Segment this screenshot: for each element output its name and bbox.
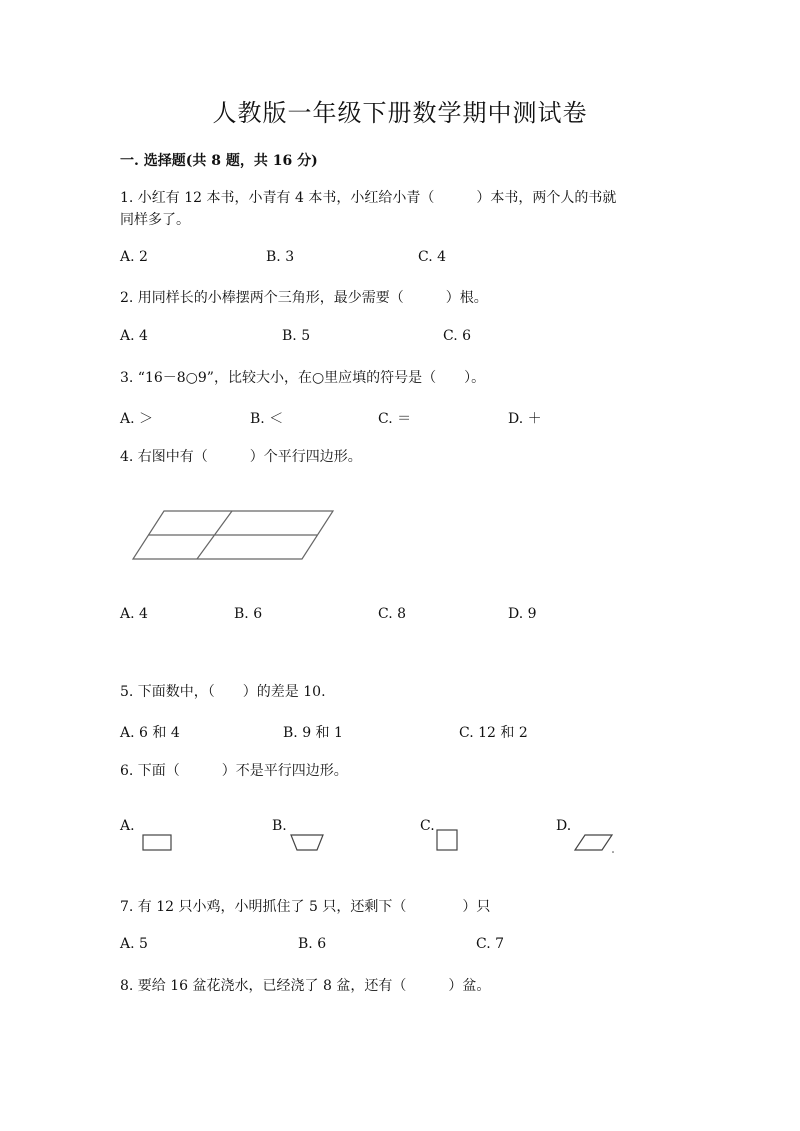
q6-option-d: D.: [556, 818, 572, 834]
parallelogram-grid-figure: [130, 508, 340, 563]
q3-option-c: C. ＝: [378, 411, 412, 427]
q1-option-c: C. 4: [418, 249, 447, 265]
question-7: 7. 有 12 只小鸡，小明抓住了 5 只，还剩下（ ）只: [120, 899, 491, 915]
q5-option-c: C. 12 和 2: [459, 725, 528, 741]
q5-option-b: B. 9 和 1: [283, 725, 343, 741]
q6-option-b: B.: [272, 818, 287, 834]
parallelogram-shape: [574, 834, 616, 854]
question-1: [120, 187, 616, 231]
question-3: 3. “16－8○9”，比较大小，在○里应填的符号是（ ）。: [120, 370, 486, 386]
q1-option-b: B. 3: [266, 249, 295, 265]
q3-option-a: A. ＞: [120, 411, 154, 427]
q1-option-a: A. 2: [120, 249, 148, 265]
q4-option-a: A. 4: [120, 606, 148, 622]
rectangle-shape: [142, 834, 172, 851]
q2-option-a: A. 4: [120, 328, 148, 344]
q6-option-c: C.: [420, 818, 435, 834]
question-6: 6. 下面（ ）不是平行四边形。: [120, 763, 348, 779]
question-1-line-2: 同样多了。: [120, 212, 190, 228]
q3-option-d: D. ＋: [508, 411, 542, 427]
q4-option-c: C. 8: [378, 606, 407, 622]
question-8: 8. 要给 16 盆花浇水，已经浇了 8 盆，还有（ ）盆。: [120, 978, 491, 994]
q6-option-a: A.: [120, 818, 135, 834]
question-4: 4. 右图中有（ ）个平行四边形。: [120, 449, 362, 465]
q7-option-a: A. 5: [120, 936, 148, 952]
q7-option-c: C. 7: [476, 936, 505, 952]
trapezoid-shape: [290, 834, 324, 851]
q5-option-a: A. 6 和 4: [120, 725, 180, 741]
q2-option-b: B. 5: [282, 328, 311, 344]
question-5: 5. 下面数中，（ ）的差是 10.: [120, 684, 326, 700]
q3-option-b: B. ＜: [250, 411, 284, 427]
q2-option-c: C. 6: [443, 328, 472, 344]
question-2: 2. 用同样长的小棒摆两个三角形，最少需要（ ）根。: [120, 290, 488, 306]
question-1-line-1: 1. 小红有 12 本书，小青有 4 本书，小红给小青（ ）本书，两个人的书就: [120, 190, 617, 206]
square-shape: [436, 829, 458, 851]
section-heading: 一. 选择题(共 8 题，共 16 分): [120, 153, 318, 169]
q7-option-b: B. 6: [298, 936, 327, 952]
q4-option-d: D. 9: [508, 606, 537, 622]
page-title: 人教版一年级下册数学期中测试卷: [212, 99, 588, 127]
q4-option-b: B. 6: [234, 606, 263, 622]
